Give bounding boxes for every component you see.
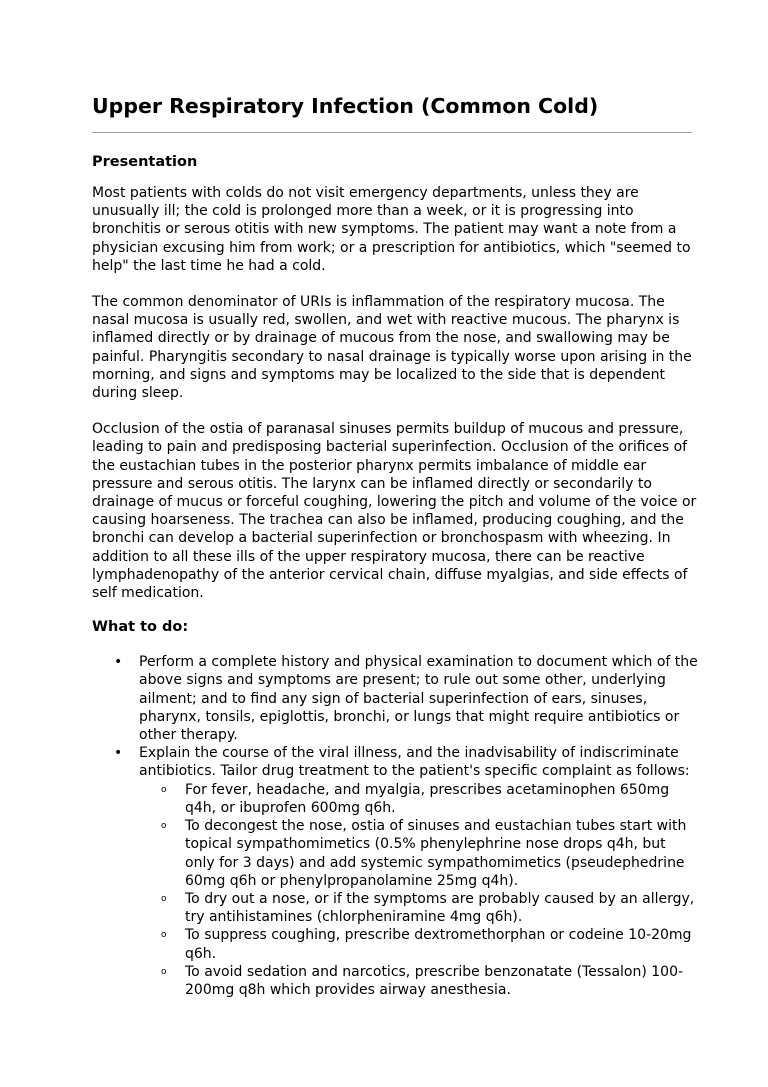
list-item bbox=[92, 653, 698, 744]
treatment-sublist bbox=[139, 781, 698, 999]
list-item-text: Perform a complete history and physical examination to document which of the above signs and symptoms are present; to rule out some other, underlying ailment; and to find any sign of bacterial superinfection of ears, sinuses, pharynx, tonsils, epiglottis, bronchi, or lungs that might require antibiotics or other therapy. bbox=[139, 654, 698, 744]
sub-list-item bbox=[139, 963, 698, 999]
sub-list-item bbox=[139, 817, 698, 890]
what-to-do-list bbox=[92, 653, 698, 999]
bullet-icon: • bbox=[114, 654, 123, 671]
title-divider bbox=[92, 132, 692, 133]
sub-list-item-text: To dry out a nose, or if the symptoms are probably caused by an allergy, try antihistamines (chlorpheniramine 4mg q6h). bbox=[185, 890, 695, 926]
circle-bullet-icon: o bbox=[161, 784, 167, 795]
presentation-heading: Presentation bbox=[92, 154, 198, 170]
list-item bbox=[92, 744, 698, 999]
sub-list-item bbox=[139, 926, 698, 962]
circle-bullet-icon: o bbox=[161, 893, 167, 904]
sub-list-item-text: To decongest the nose, ostia of sinuses and eustachian tubes start with topical sympathomimetics (0.5% phenylephrine nose drops q4h, but only for 3 days) and add systemic sympathomimetics (pseudephedrine 60mg q6h or phenylpropanolamine 25mg q4h). bbox=[185, 818, 687, 889]
list-item-text: Explain the course of the viral illness, and the inadvisability of indiscriminate antibiotics. Tailor drug treatment to the patient's specific complaint as follows: bbox=[139, 745, 690, 780]
sub-list-item-text: To avoid sedation and narcotics, prescribe benzonatate (Tessalon) 100-200mg q8h which provides airway anesthesia. bbox=[185, 963, 684, 998]
presentation-paragraph-2: The common denominator of URIs is inflammation of the respiratory mucosa. The nasal mucosa is usually red, swollen, and wet with reactive mucous. The pharynx is inflamed directly or by drainage of mucous from the nose, and swallowing may be painful. Pharyngitis secondary to nasal drainage is typically worse upon arising in the morning, and signs and symptoms may be localized to the side that is dependent during sleep. bbox=[92, 294, 692, 402]
presentation-paragraph-1: Most patients with colds do not visit emergency departments, unless they are unusually ill; the cold is prolonged more than a week, or it is progressing into bronchitis or serous otitis with new symptoms. The patient may want a note from a physician excusing him from work; or a prescription for antibiotics, which "seemed to help" the last time he had a cold. bbox=[92, 185, 691, 274]
sub-list-item bbox=[139, 781, 698, 817]
circle-bullet-icon: o bbox=[161, 966, 167, 977]
circle-bullet-icon: o bbox=[161, 821, 167, 832]
sub-list-item-text: To suppress coughing, prescribe dextromethorphan or codeine 10-20mg q6h. bbox=[185, 927, 692, 962]
circle-bullet-icon: o bbox=[161, 930, 167, 941]
bullet-icon: • bbox=[114, 745, 123, 762]
presentation-paragraph-3: Occlusion of the ostia of paranasal sinuses permits buildup of mucous and pressure, leading to pain and predisposing bacterial superinfection. Occlusion of the orifices of the eustachian tubes in the posterior pharynx permits imbalance of middle ear pressure and serous otitis. The larynx can be inflamed directly or secondarily to drainage of mucus or forceful coughing, lowering the pitch and volume of the voice or causing hoarseness. The trachea can also be inflamed, producing coughing, and the bronchi can develop a bacterial superinfection or bronchospasm with wheezing. In addition to all these ills of the upper respiratory mucosa, there can be reactive lymphadenopathy of the anterior cervical chain, diffuse myalgias, and side effects of self medication. bbox=[92, 421, 697, 602]
page-title: Upper Respiratory Infection (Common Cold) bbox=[92, 94, 599, 118]
what-to-do-heading: What to do: bbox=[92, 619, 189, 636]
sub-list-item-text: For fever, headache, and myalgia, prescribes acetaminophen 650mg q4h, or ibuprofen 600mg q6h. bbox=[185, 781, 670, 816]
sub-list-item bbox=[139, 890, 698, 926]
